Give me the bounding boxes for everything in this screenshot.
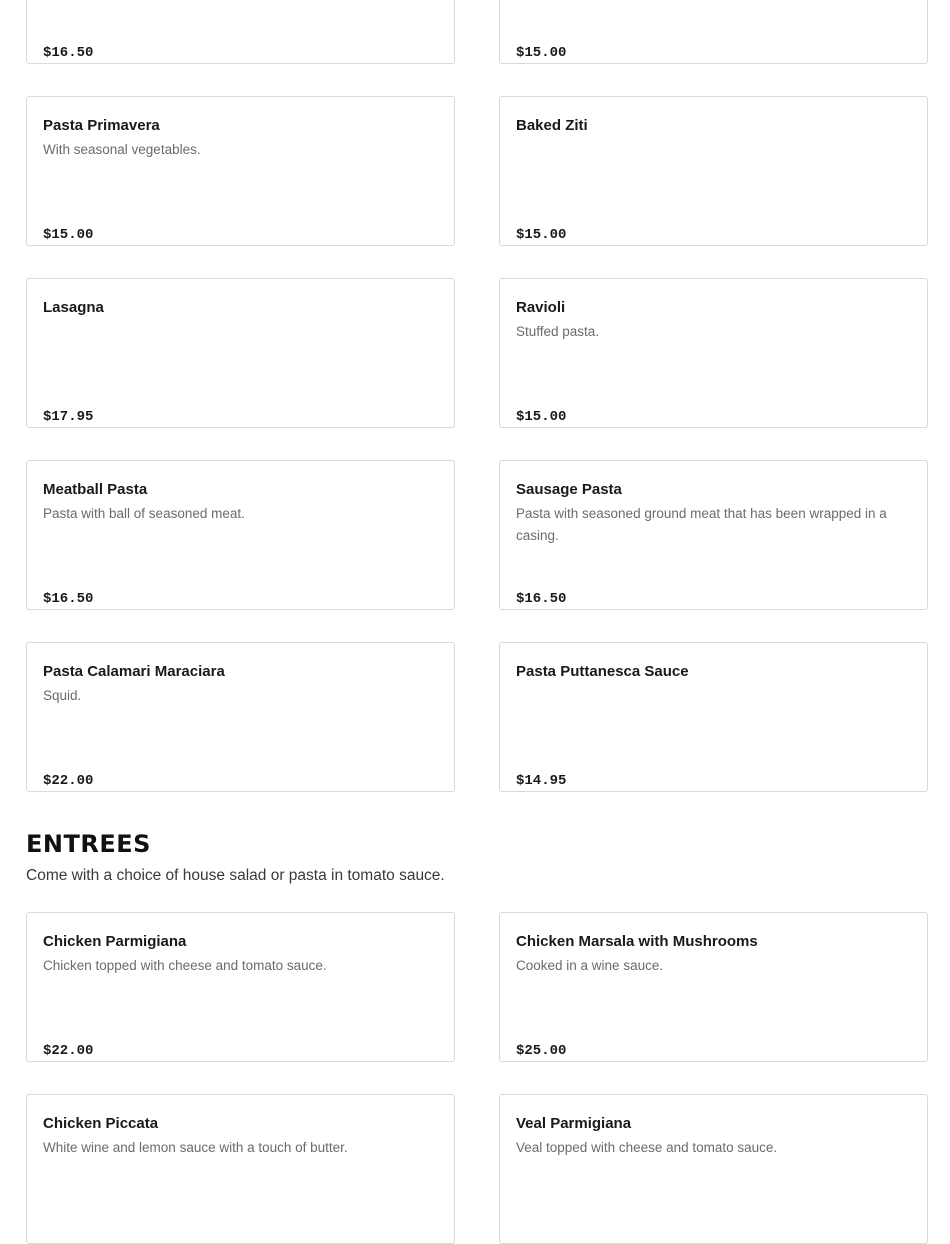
menu-item-price: $15.00 bbox=[516, 409, 567, 425]
menu-item-card[interactable] bbox=[26, 96, 455, 246]
menu-item-price: $15.00 bbox=[516, 227, 567, 243]
menu-item-description: Veal topped with cheese and tomato sauce. bbox=[516, 1140, 778, 1155]
menu-item-name: Meatball Pasta bbox=[43, 481, 148, 498]
menu-item-price: $17.95 bbox=[43, 409, 94, 425]
menu-item-price: $16.50 bbox=[43, 591, 94, 607]
menu-item-name: Veal Parmigiana bbox=[516, 1115, 632, 1132]
menu-item-price: $14.95 bbox=[516, 773, 567, 789]
menu-item-price: $22.00 bbox=[43, 1043, 94, 1059]
menu-item-card[interactable] bbox=[499, 0, 928, 64]
section-title: ENTREES bbox=[26, 830, 151, 858]
menu-item-price: $16.50 bbox=[43, 45, 94, 61]
menu-item-description: Chicken topped with cheese and tomato sauce. bbox=[43, 958, 327, 973]
entrees-menu-grid bbox=[26, 912, 928, 1244]
menu-item-name: Pasta Puttanesca Sauce bbox=[516, 663, 689, 680]
menu-item-card[interactable] bbox=[26, 642, 455, 792]
menu-item-name: Chicken Parmigiana bbox=[43, 933, 187, 950]
menu-item-description: Pasta with seasoned ground meat that has been wrapped in a casing. bbox=[516, 506, 887, 543]
menu-item-card[interactable] bbox=[26, 460, 455, 610]
menu-item-description: White wine and lemon sauce with a touch of butter. bbox=[43, 1140, 348, 1155]
menu-item-card[interactable] bbox=[499, 96, 928, 246]
menu-item-card[interactable] bbox=[499, 642, 928, 792]
menu-item-name: Chicken Piccata bbox=[43, 1115, 159, 1132]
menu-item-description: Squid. bbox=[43, 688, 82, 703]
menu-item-name: Ravioli bbox=[516, 299, 566, 316]
pasta-menu-grid bbox=[26, 0, 928, 792]
menu-item-name: Chicken Marsala with Mushrooms bbox=[516, 933, 758, 950]
menu-item-name: Sausage Pasta bbox=[516, 481, 622, 498]
menu-item-price: $15.00 bbox=[43, 227, 94, 243]
menu-item-price: $22.00 bbox=[43, 773, 94, 789]
menu-item-name: Pasta Calamari Maraciara bbox=[43, 663, 225, 680]
menu-item-card[interactable] bbox=[499, 1094, 928, 1244]
menu-item-description: Cooked in a wine sauce. bbox=[516, 958, 664, 973]
menu-item-description: Pasta with ball of seasoned meat. bbox=[43, 506, 245, 521]
menu-item-name: Pasta Primavera bbox=[43, 117, 160, 134]
section-subtitle: Come with a choice of house salad or pasta in tomato sauce. bbox=[26, 867, 445, 884]
menu-item-card[interactable] bbox=[499, 460, 928, 610]
menu-item-description: Stuffed pasta. bbox=[516, 324, 600, 339]
menu-item-price: $16.50 bbox=[516, 591, 567, 607]
menu-item-card[interactable] bbox=[26, 1094, 455, 1244]
menu-item-price: $25.00 bbox=[516, 1043, 567, 1059]
menu-item-card[interactable] bbox=[26, 0, 455, 64]
menu-item-description: With seasonal vegetables. bbox=[43, 142, 201, 157]
menu-item-card[interactable] bbox=[499, 278, 928, 428]
entrees-section-header bbox=[26, 830, 928, 886]
menu-item-price: $15.00 bbox=[516, 45, 567, 61]
menu-item-card[interactable] bbox=[26, 278, 455, 428]
menu-item-card[interactable] bbox=[26, 912, 455, 1062]
menu-item-name: Lasagna bbox=[43, 299, 104, 316]
menu-item-card[interactable] bbox=[499, 912, 928, 1062]
menu-item-name: Baked Ziti bbox=[516, 117, 588, 134]
